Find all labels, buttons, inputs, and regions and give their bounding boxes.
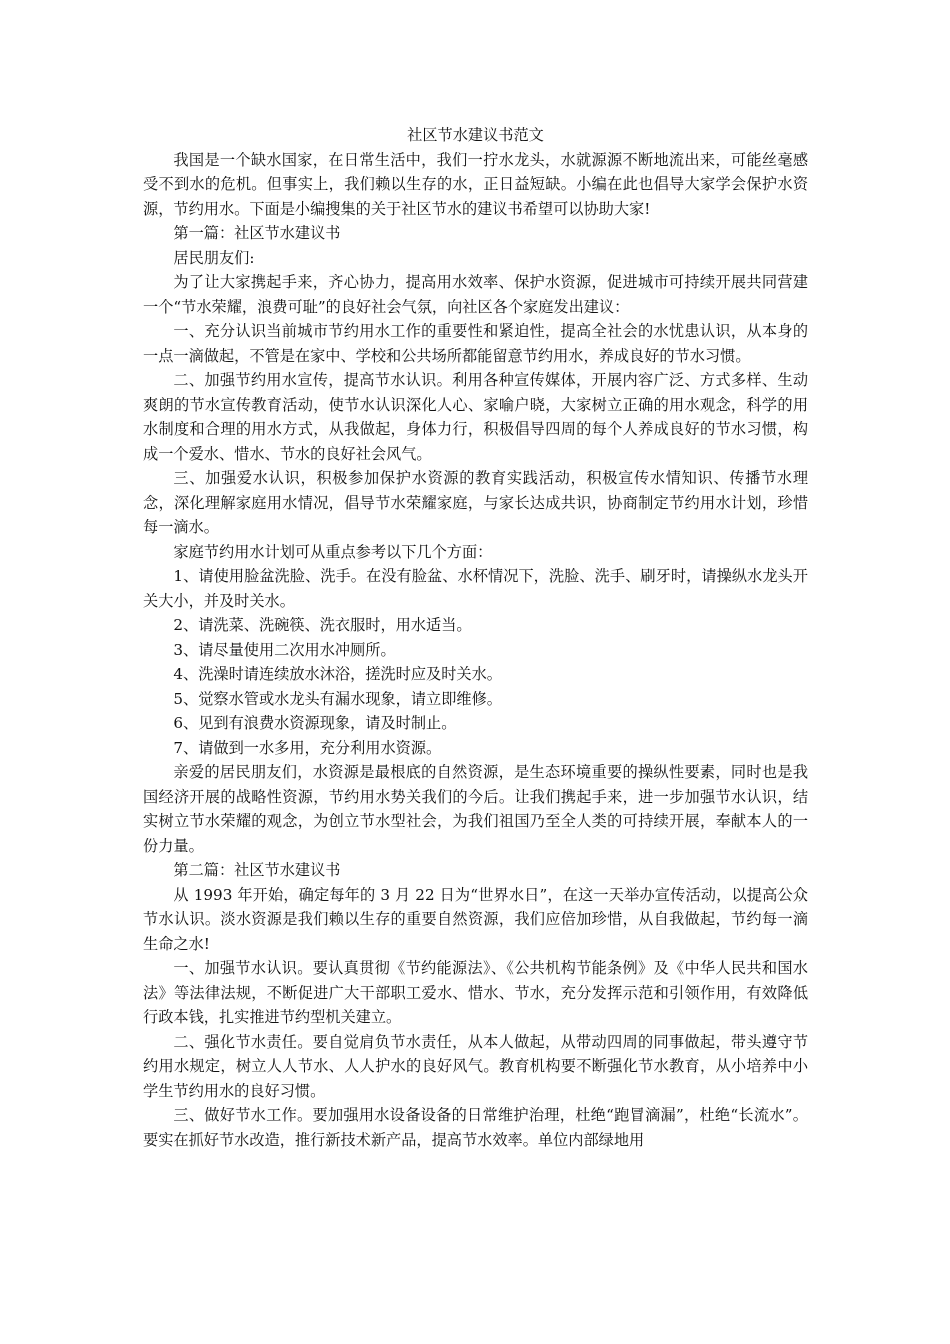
body-paragraph: 家庭节约用水计划可从重点参考以下几个方面： — [173, 542, 493, 561]
list-item: 3、请尽量使用二次用水冲厕所。 — [173, 640, 396, 659]
document-page — [143, 123, 808, 1152]
section-heading-1: 第一篇：社区节水建议书 — [173, 224, 341, 242]
list-item: 5、觉察水管或水龙头有漏水现象，请立即维修。 — [173, 689, 502, 708]
intro-paragraph: 我国是一个缺水国家，在日常生活中，我们一拧水龙头，水就源源不断地流出来，可能丝毫感受不到水的危机。但事实上，我们赖以生存的水，正日益短缺。小编在此也倡导大家学会保护水资源，节约用水。下面是小编搜集的关于社区节水的建议书希望可以协助大家! — [143, 150, 808, 218]
body-paragraph: 二、强化节水责任。要自觉肩负节水责任，从本人做起，从带动四周的同事做起，带头遵守节约用水规定，树立人人节水、人人护水的良好风气。教育机构要不断强化节水教育，从小培养中小学生节约用水的良好习惯。 — [143, 1032, 808, 1100]
body-paragraph: 三、做好节水工作。要加强用水设备设备的日常维护治理，杜绝“跑冒滴漏”，杜绝“长流水”。要实在抓好节水改造，推行新技术新产品，提高节水效率。单位内部绿地用 — [143, 1106, 808, 1149]
body-paragraph: 三、加强爱水认识，积极参加保护水资源的教育实践活动，积极宣传水情知识、传播节水理念，深化理解家庭用水情况，倡导节水荣耀家庭，与家长达成共识，协商制定节约用水计划，珍惜每一滴水。 — [143, 469, 808, 536]
body-paragraph: 一、充分认识当前城市节约用水工作的重要性和紧迫性，提高全社会的水忧患认识，从本身的一点一滴做起，不管是在家中、学校和公共场所都能留意节约用水，养成良好的节水习惯。 — [143, 322, 808, 365]
list-item: 2、请洗菜、洗碗筷、洗衣服时，用水适当。 — [173, 616, 472, 634]
body-paragraph: 从 1993 年开始，确定每年的 3 月 22 日为“世界水日”，在这一天举办宣传活动，以提高公众节水认识。淡水资源是我们赖以生存的重要自然资源，我们应倍加珍惜，从自我做起，节约每一滴生命之水! — [143, 885, 808, 953]
list-item: 4、洗澡时请连续放水沐浴，搓洗时应及时关水。 — [173, 665, 502, 683]
list-item: 1、请使用脸盆洗脸、洗手。在没有脸盆、水杯情况下，洗脸、洗手、刷牙时，请操纵水龙头开关大小，并及时关水。 — [143, 567, 808, 610]
list-item: 7、请做到一水多用，充分利用水资源。 — [173, 738, 442, 757]
section-heading-2: 第二篇：社区节水建议书 — [173, 861, 341, 879]
body-paragraph: 为了让大家携起手来，齐心协力，提高用水效率、保护水资源，促进城市可持续开展共同营建一个“节水荣耀，浪费可耻”的良好社会气氛，向社区各个家庭发出建议： — [143, 273, 808, 316]
list-item: 6、见到有浪费水资源现象，请及时制止。 — [173, 714, 457, 732]
document-title: 社区节水建议书范文 — [407, 126, 544, 144]
body-paragraph: 亲爱的居民朋友们，水资源是最根底的自然资源，是生态环境重要的操纵性要素，同时也是我国经济开展的战略性资源，节约用水势关我们的今后。让我们携起手来，进一步加强节水认识，结实树立节水荣耀的观念，为创立节水型社会，为我们祖国乃至全人类的可持续开展，奉献本人的一份力量。 — [143, 763, 808, 855]
body-paragraph: 一、加强节水认识。要认真贯彻《节约能源法》、《公共机构节能条例》及《中华人民共和国水法》等法律法规，不断促进广大干部职工爱水、惜水、节水，充分发挥示范和引领作用，有效降低行政本钱，扎实推进节约型机关建立。 — [143, 959, 808, 1026]
body-paragraph: 二、加强节约用水宣传，提高节水认识。利用各种宣传媒体，开展内容广泛、方式多样、生动爽朗的节水宣传教育活动，使节水认识深化人心、家喻户晓，大家树立正确的用水观念，科学的用水制度和合理的用水方式，从我做起，身体力行，积极倡导四周的每个人养成良好的节水习惯，构成一个爱水、惜水、节水的良好社会风气。 — [143, 371, 808, 463]
salutation: 居民朋友们: — [173, 248, 255, 267]
